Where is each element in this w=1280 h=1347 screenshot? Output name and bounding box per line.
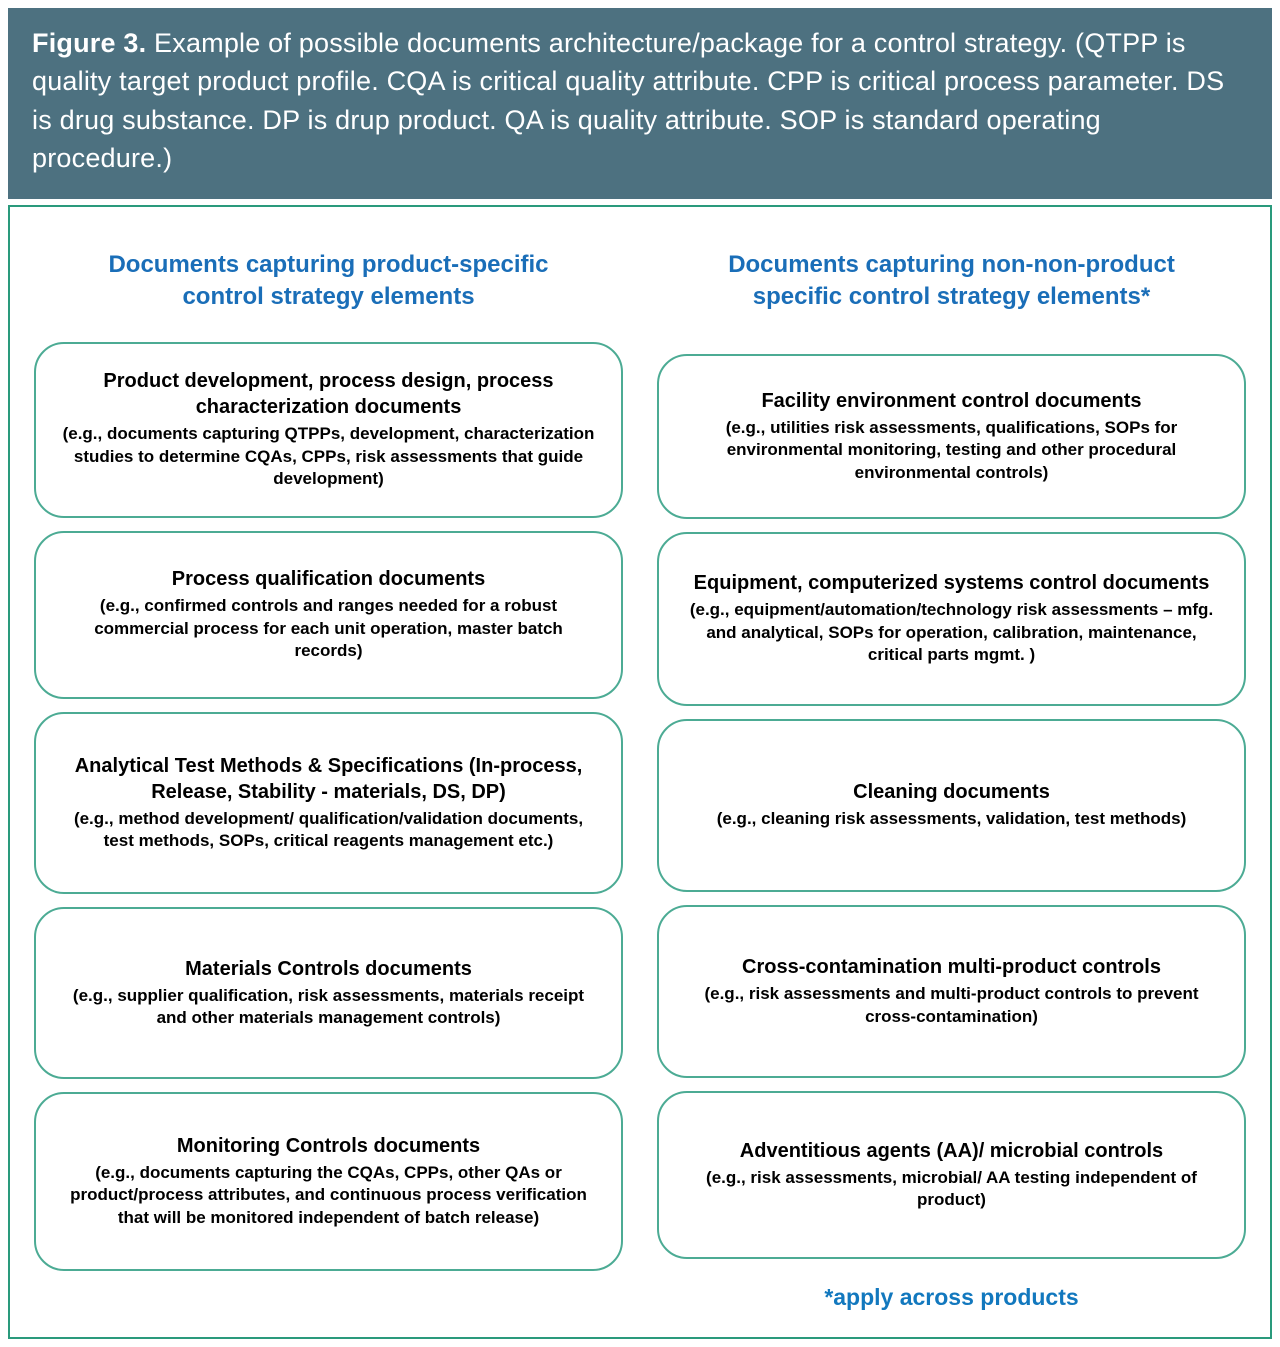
doc-box-cleaning [657,719,1246,892]
box-title: Facility environment control documents [761,389,1142,412]
column-non-product-specific [657,237,1246,1310]
footnote-apply-across-products: *apply across products [824,1283,1079,1310]
box-title: Analytical Test Methods & Specifications (In-process, Release, Stability - materials, DS, DP) [74,754,583,803]
doc-box-adventitious-agents [657,1091,1246,1259]
box-title: Cross-contamination multi-product controls [742,956,1161,979]
box-title: Adventitious agents (AA)/ microbial controls [739,1139,1164,1162]
figure-caption [8,8,1272,199]
box-desc: (e.g., utilities risk assessments, qualifications, SOPs for environmental monitoring, testing and other procedural environmental controls) [725,417,1178,482]
diagram-panel [8,205,1272,1338]
doc-box-process-qualification [34,531,623,699]
box-title: Equipment, computerized systems control documents [693,572,1210,595]
box-desc: (e.g., confirmed controls and ranges needed for a robust commercial process for each unit operation, master batch records) [94,596,563,661]
box-title: Product development, process design, process characterization documents [103,370,554,419]
figure-label: Figure 3. [32,28,147,58]
doc-box-product-development [34,342,623,518]
doc-box-equipment-systems [657,532,1246,706]
doc-box-materials-controls [34,907,623,1079]
box-desc: (e.g., documents capturing QTPPs, development, characterization studies to determine CQAs, CPPs, risk assessments that guide development) [62,424,595,489]
figure-abbreviations: (QTPP is quality target product profile. CQA is critical quality attribute. CPP is critical process parameter. DS is drug substance. DP is drup product. QA is quality attribute. SOP is standard operating procedure.) [32,28,1225,173]
column-heading-non-product-specific: Documents capturing non-non-product specific control strategy elements* [728,251,1175,310]
doc-box-cross-contamination [657,905,1246,1078]
columns-container [34,237,1246,1310]
figure-title: Example of possible documents architecture/package for a control strategy. [146,28,1075,58]
box-title: Monitoring Controls documents [176,1134,481,1157]
doc-box-analytical-test-methods [34,712,623,894]
box-desc: (e.g., method development/ qualification/validation documents, test methods, SOPs, critical reagents management etc.) [73,808,584,851]
box-title: Process qualification documents [171,568,486,591]
box-title: Cleaning documents [853,781,1050,804]
box-desc: (e.g., supplier qualification, risk assessments, materials receipt and other materials management controls) [72,985,585,1028]
box-desc: (e.g., documents capturing the CQAs, CPPs, other QAs or product/process attributes, and continuous process verification that will be monitored independent of batch release) [70,1162,587,1227]
box-desc: (e.g., cleaning risk assessments, validation, test methods) [716,809,1187,829]
box-title: Materials Controls documents [185,957,472,980]
column-heading-product-specific: Documents capturing product-specific control strategy elements [108,251,549,310]
box-desc: (e.g., risk assessments and multi-product controls to prevent cross-contamination) [704,984,1199,1026]
doc-box-monitoring-controls [34,1092,623,1271]
doc-box-facility-environment [657,354,1246,519]
box-desc: (e.g., risk assessments, microbial/ AA testing independent of product) [706,1167,1197,1210]
column-product-specific [34,237,623,1310]
box-desc: (e.g., equipment/automation/technology risk assessments – mfg. and analytical, SOPs for operation, calibration, maintenance, critical parts mgmt. ) [689,600,1214,665]
